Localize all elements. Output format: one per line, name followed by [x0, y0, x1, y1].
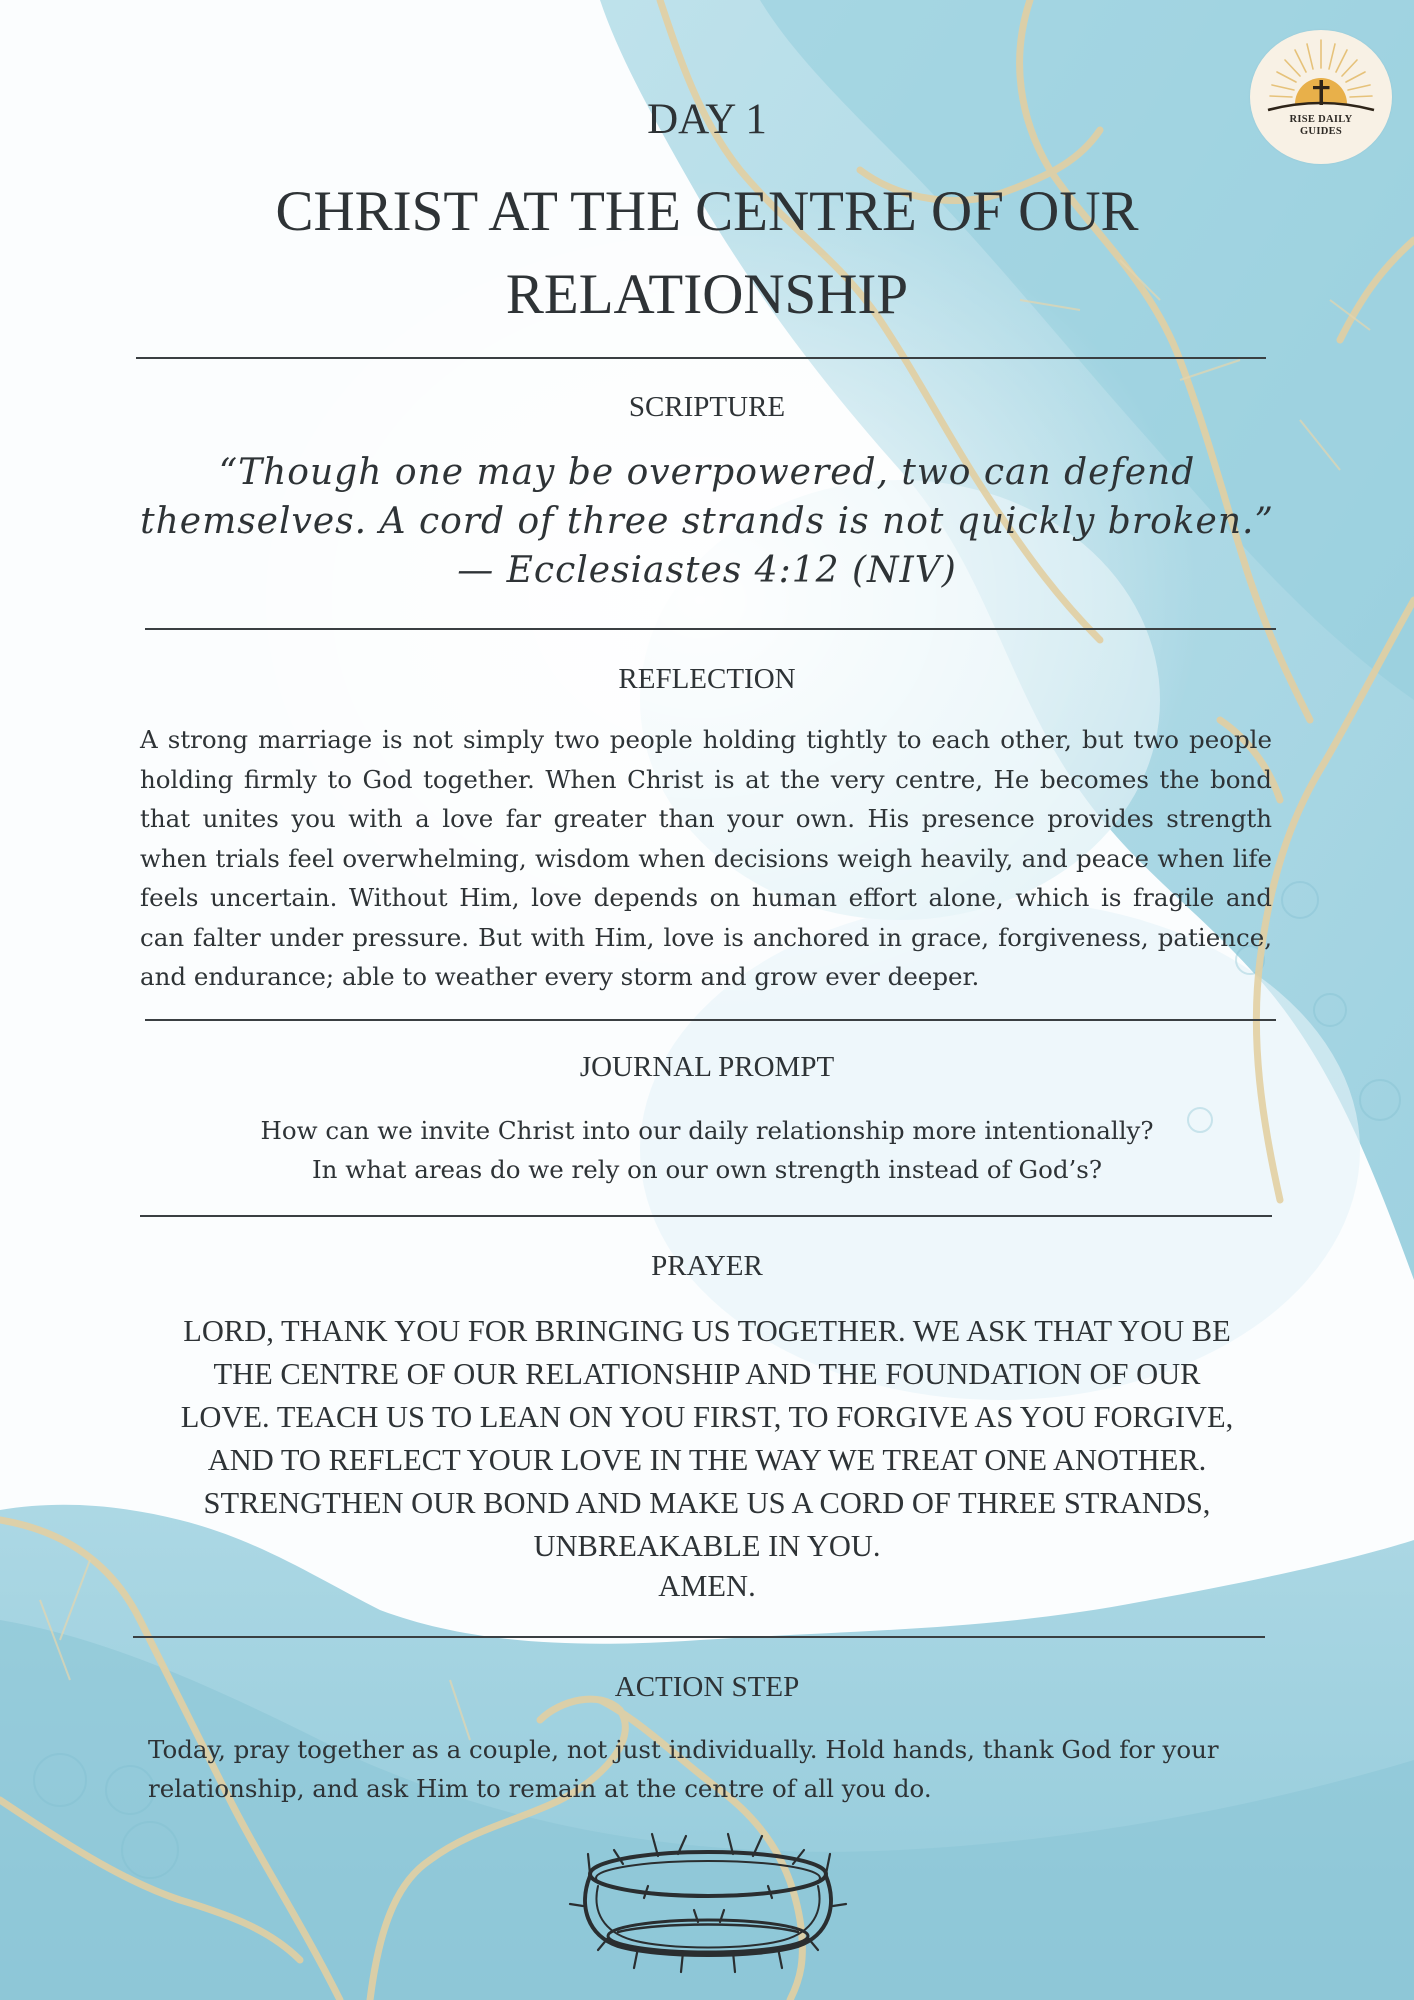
divider — [145, 1019, 1276, 1021]
prayer-line: AND TO REFLECT YOUR LOVE IN THE WAY WE TREAT ONE ANOTHER. — [207, 1443, 1207, 1477]
prayer-line: STRENGTHEN OUR BOND AND MAKE US A CORD OF THREE STRANDS, — [203, 1486, 1211, 1520]
action-step-heading: ACTION STEP — [614, 1671, 800, 1703]
scripture-heading: SCRIPTURE — [628, 391, 786, 423]
journal-question-2: In what areas do we rely on our own strength instead of God’s? — [311, 1155, 1103, 1184]
page-title — [0, 170, 1414, 336]
divider — [136, 357, 1266, 359]
prayer-body — [130, 1310, 1284, 1604]
prayer-line: THE CENTRE OF OUR RELATIONSHIP AND THE FOUNDATION OF OUR — [213, 1357, 1201, 1391]
day-label: DAY 1 — [647, 96, 767, 143]
scripture-reference: — Ecclesiastes 4:12 (NIV) — [457, 550, 957, 591]
title-line-1: CHRIST AT THE CENTRE OF OUR — [275, 180, 1139, 243]
scripture-quote — [140, 448, 1274, 595]
journal-question-1: How can we invite Christ into our daily relationship more intentionally? — [260, 1116, 1154, 1145]
journal-prompt-questions — [140, 1111, 1274, 1189]
divider — [140, 1215, 1272, 1217]
action-step-body: Today, pray together as a couple, not just individually. Hold hands, thank God for your relationship, and ask Him to remain at the centre of all you do. — [148, 1735, 1219, 1803]
crown-of-thorns-icon — [548, 1826, 868, 1986]
prayer-amen: AMEN. — [658, 1569, 756, 1603]
prayer-line: LORD, THANK YOU FOR BRINGING US TOGETHER. WE ASK THAT YOU BE — [183, 1314, 1231, 1348]
prayer-heading: PRAYER — [651, 1250, 763, 1282]
journal-prompt-heading: JOURNAL PROMPT — [579, 1051, 835, 1083]
divider — [145, 628, 1276, 630]
scripture-line-2: themselves. A cord of three strands is not quickly broken.” — [140, 501, 1274, 542]
prayer-line: UNBREAKABLE IN YOU. — [533, 1529, 881, 1563]
reflection-heading: REFLECTION — [618, 663, 796, 695]
title-line-2: RELATIONSHIP — [505, 263, 909, 326]
logo-line-1: RISE DAILY — [1289, 114, 1353, 125]
prayer-line: LOVE. TEACH US TO LEAN ON YOU FIRST, TO FORGIVE AS YOU FORGIVE, — [180, 1400, 1234, 1434]
divider — [133, 1636, 1265, 1638]
scripture-line-1: “Though one may be overpowered, two can defend — [218, 452, 1196, 493]
reflection-body: A strong marriage is not simply two people holding tightly to each other, but two people holding firmly to God together. When Christ is at the very centre, He becomes the bond that unites you with a love far greater than your own. His presence provides strength when trials feel overwhelming, wisdom when decisions weigh heavily, and peace when life feels uncertain. Without Him, love depends on human effort alone, which is fragile and can falter under pressure. But with Him, love is anchored in grace, forgiveness, patience, and endurance; able to weather every storm and grow ever deeper. — [140, 725, 1272, 991]
logo-line-2: GUIDES — [1299, 126, 1343, 137]
